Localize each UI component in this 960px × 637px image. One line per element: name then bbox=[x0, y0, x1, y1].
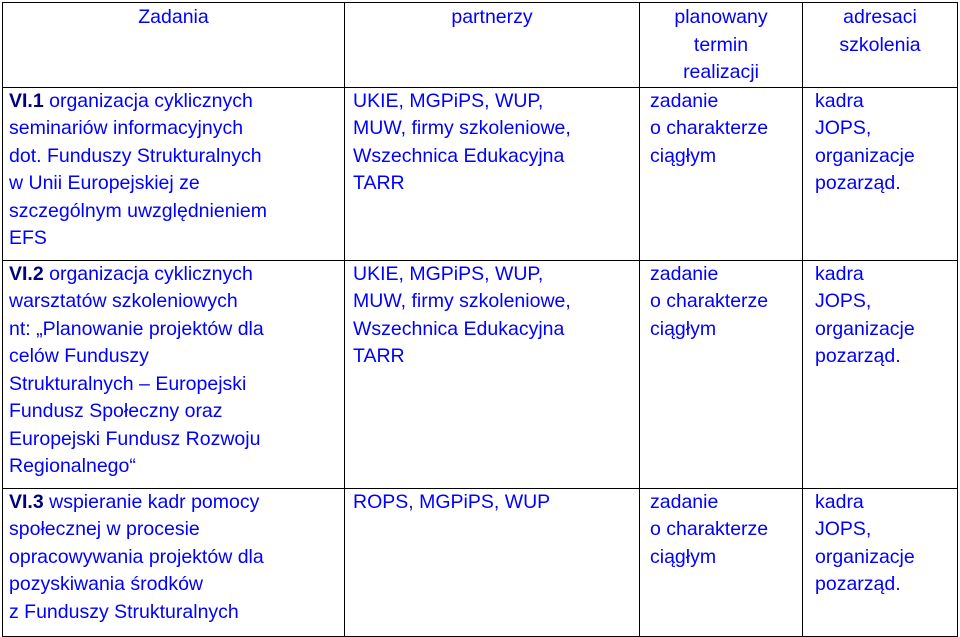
term-line: ciągłym bbox=[650, 144, 717, 167]
header-zadania-text: Zadania bbox=[138, 6, 209, 28]
header-adresaci-line: szkolenia bbox=[839, 33, 921, 56]
recipients-line: kadra bbox=[815, 490, 864, 513]
table-row bbox=[3, 260, 958, 488]
term-line: o charakterze bbox=[650, 290, 769, 312]
header-termin-line: planowany bbox=[674, 6, 768, 28]
task-line: warsztatów szkoleniowych bbox=[9, 290, 238, 312]
task-line bbox=[9, 261, 338, 289]
term-cell bbox=[640, 87, 803, 260]
term-line: zadanie bbox=[650, 262, 719, 285]
task-line: dot. Funduszy Strukturalnych bbox=[9, 144, 262, 167]
header-termin bbox=[640, 3, 803, 88]
term-line: o charakterze bbox=[650, 518, 769, 540]
recipients-line: kadra bbox=[815, 89, 864, 112]
recipients-line: organizacje bbox=[815, 317, 915, 340]
task-line: Fundusz Społeczny oraz bbox=[9, 400, 223, 422]
task-cell bbox=[3, 488, 345, 636]
recipients-line: pozarząd. bbox=[815, 345, 901, 367]
task-line-text: organizacja cyklicznych bbox=[43, 262, 253, 285]
header-row bbox=[3, 3, 958, 88]
task-line: społecznej w procesie bbox=[9, 518, 200, 540]
table-row bbox=[3, 87, 958, 260]
header-adresaci bbox=[803, 3, 958, 88]
partners-line: TARR bbox=[353, 345, 405, 367]
partners-line: UKIE, MGPiPS, WUP, bbox=[353, 89, 544, 112]
partners-cell bbox=[345, 260, 640, 488]
header-partnerzy-text: partnerzy bbox=[451, 6, 533, 28]
recipients-line: pozarząd. bbox=[815, 172, 901, 194]
recipients-line: pozarząd. bbox=[815, 573, 901, 595]
partners-line: MUW, firmy szkoleniowe, bbox=[353, 117, 571, 139]
recipients-line: organizacje bbox=[815, 144, 915, 167]
header-termin-line: termin bbox=[693, 33, 749, 56]
term-line: zadanie bbox=[650, 89, 719, 112]
partners-line: ROPS, MGPiPS, WUP bbox=[353, 490, 551, 513]
task-number: VI.2 bbox=[9, 262, 44, 285]
partners-line: Wszechnica Edukacyjna bbox=[353, 317, 565, 340]
task-line bbox=[9, 88, 338, 116]
task-line: opracowywania projektów dla bbox=[9, 545, 264, 568]
header-adresaci-line: adresaci bbox=[843, 6, 917, 28]
partners-line: Wszechnica Edukacyjna bbox=[353, 144, 565, 167]
term-line: ciągłym bbox=[650, 317, 717, 340]
recipients-line: JOPS, bbox=[815, 117, 872, 139]
header-termin-line: realizacji bbox=[683, 61, 759, 83]
task-line: EFS bbox=[9, 227, 47, 249]
recipients-cell bbox=[803, 87, 958, 260]
task-number: VI.3 bbox=[9, 490, 44, 513]
header-zadania bbox=[3, 3, 345, 88]
task-cell bbox=[3, 260, 345, 488]
tasks-table bbox=[2, 2, 958, 637]
term-cell bbox=[640, 260, 803, 488]
task-line: z Funduszy Strukturalnych bbox=[9, 600, 239, 623]
partners-cell bbox=[345, 488, 640, 636]
task-cell bbox=[3, 87, 345, 260]
recipients-line: organizacje bbox=[815, 545, 915, 568]
recipients-cell bbox=[803, 260, 958, 488]
partners-line: MUW, firmy szkoleniowe, bbox=[353, 290, 571, 312]
task-line-text: wspieranie kadr pomocy bbox=[43, 490, 260, 513]
task-line: celów Funduszy bbox=[9, 345, 149, 367]
partners-line: UKIE, MGPiPS, WUP, bbox=[353, 262, 544, 285]
recipients-cell bbox=[803, 488, 958, 636]
task-line: Europejski Fundusz Rozwoju bbox=[9, 427, 261, 450]
recipients-line: JOPS, bbox=[815, 518, 872, 540]
recipients-line: JOPS, bbox=[815, 290, 872, 312]
task-line: Regionalnego“ bbox=[9, 455, 136, 477]
task-line: nt: „Planowanie projektów dla bbox=[9, 317, 264, 340]
table-row bbox=[3, 488, 958, 636]
task-line: Strukturalnych – Europejski bbox=[9, 372, 247, 395]
task-line: w Unii Europejskiej ze bbox=[9, 172, 200, 194]
task-line: seminariów informacyjnych bbox=[9, 117, 244, 139]
task-line-text: organizacja cyklicznych bbox=[43, 89, 253, 112]
task-line: szczególnym uwzględnieniem bbox=[9, 199, 267, 222]
term-line: o charakterze bbox=[650, 117, 769, 139]
task-line: pozyskiwania środków bbox=[9, 573, 204, 595]
partners-line: TARR bbox=[353, 172, 405, 194]
header-partnerzy bbox=[345, 3, 640, 88]
term-cell bbox=[640, 488, 803, 636]
term-line: ciągłym bbox=[650, 545, 717, 568]
task-line bbox=[9, 489, 338, 517]
partners-cell bbox=[345, 87, 640, 260]
recipients-line: kadra bbox=[815, 262, 864, 285]
task-number: VI.1 bbox=[9, 89, 44, 112]
term-line: zadanie bbox=[650, 490, 719, 513]
